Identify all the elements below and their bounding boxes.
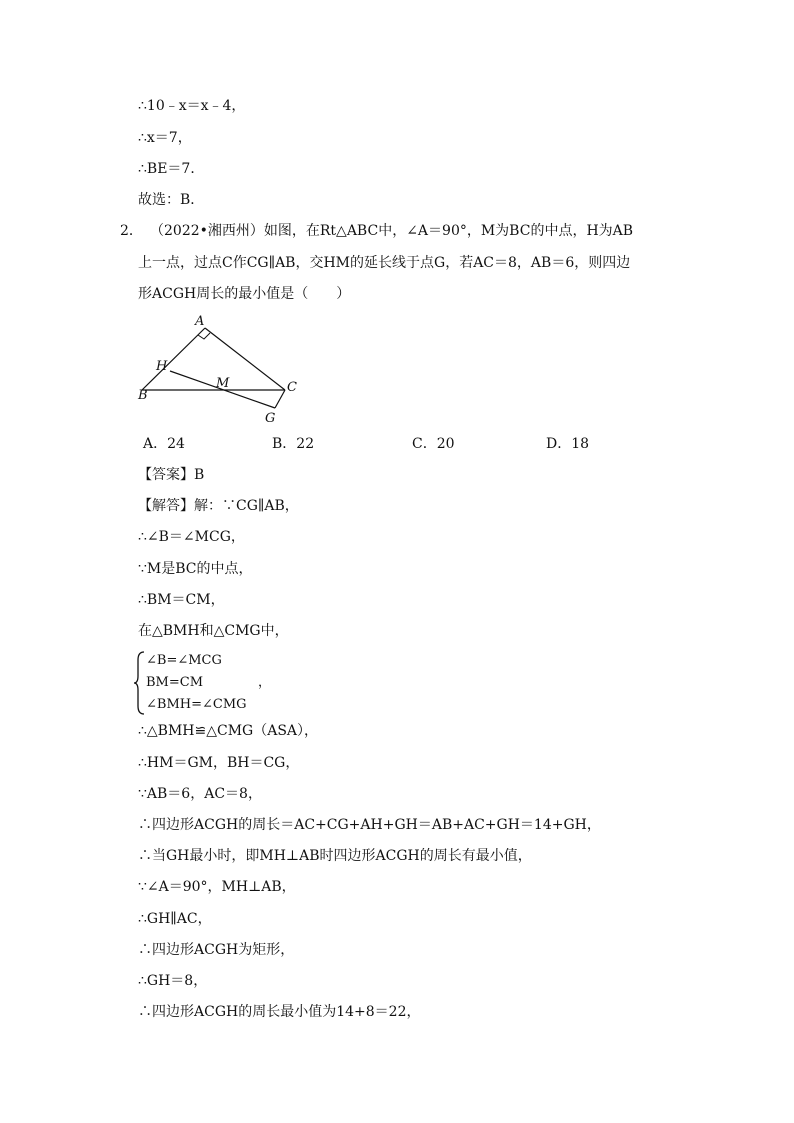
- question-line-1: （2022•湘西州）如图，在Rt△ABC中，∠A＝90°，M为BC的中点，H为AB: [150, 223, 634, 239]
- after-line-3: ∵AB＝6，AC＝8，: [138, 786, 262, 802]
- option-c: C．20: [412, 436, 455, 452]
- option-b: B．22: [272, 436, 315, 452]
- answer-line: 【答案】B: [138, 467, 205, 483]
- after-line-6: ∵∠A＝90°，MH⊥AB，: [138, 879, 296, 895]
- label-B: B: [138, 388, 148, 403]
- prev-solution-line-1: ∴10﹣x＝x﹣4，: [138, 98, 246, 114]
- prev-solution-line-4: 故选：B．: [138, 192, 205, 208]
- equation-system: [134, 650, 294, 716]
- solution-line-3: ∵M是BC的中点，: [138, 561, 253, 577]
- after-line-8: ∴四边形ACGH为矩形，: [138, 942, 295, 958]
- segment-CG: [275, 390, 285, 408]
- after-line-5: ∴当GH最小时，即MH⊥AB时四边形ACGH的周长有最小值，: [138, 848, 532, 864]
- after-line-9: ∴GH＝8，: [138, 973, 208, 989]
- geometry-figure: [130, 308, 320, 436]
- after-line-4: ∴四边形ACGH的周长＝AC+CG+AH+GH＝AB+AC+GH＝14+GH，: [138, 817, 601, 833]
- label-H: H: [156, 359, 168, 374]
- question-line-2: 上一点，过点C作CG∥AB，交HM的延长线于点G，若AC＝8，AB＝6，则四边: [138, 255, 631, 271]
- question-number: 2．: [120, 223, 143, 239]
- after-line-7: ∴GH∥AC，: [138, 911, 212, 927]
- solution-line-4: ∴BM＝CM，: [138, 592, 225, 608]
- solution-line-1: 【解答】解：∵CG∥AB，: [138, 498, 299, 514]
- prev-solution-line-3: ∴BE＝7．: [138, 161, 205, 177]
- segment-AB: [142, 328, 205, 390]
- system-eq-1: ∠B=∠MCG: [146, 653, 222, 668]
- label-C: C: [287, 380, 297, 395]
- option-a: A．24: [143, 436, 185, 452]
- prev-solution-line-2: ∴x＝7，: [138, 130, 192, 146]
- solution-line-5: 在△BMH和△CMG中，: [138, 623, 289, 639]
- question-line-3: 形ACGH周长的最小值是（ ）: [138, 286, 351, 302]
- label-G: G: [265, 411, 276, 426]
- after-line-2: ∴HM＝GM，BH＝CG，: [138, 755, 300, 771]
- after-line-1: ∴△BMH≌△CMG（ASA），: [138, 723, 319, 739]
- solution-line-2: ∴∠B＝∠MCG，: [138, 529, 245, 545]
- after-line-10: ∴四边形ACGH的周长最小值为14+8＝22，: [138, 1004, 421, 1020]
- left-brace-icon: [134, 650, 146, 716]
- system-eq-2: BM=CM: [146, 675, 204, 690]
- label-M: M: [216, 376, 230, 391]
- system-eq-3: ∠BMH=∠CMG: [146, 697, 247, 712]
- option-d: D．18: [546, 436, 590, 452]
- system-comma: ，: [258, 675, 272, 690]
- label-A: A: [195, 314, 205, 329]
